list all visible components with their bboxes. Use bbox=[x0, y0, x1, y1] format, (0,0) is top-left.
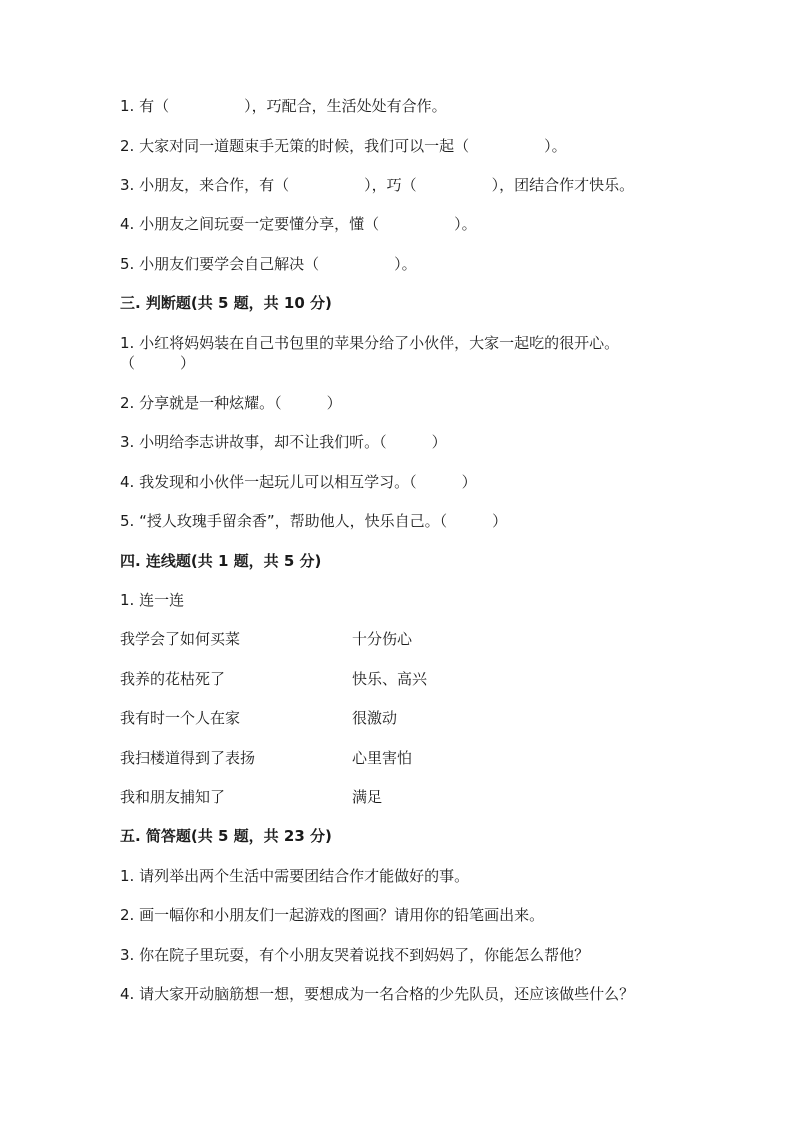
fill-blank-item-5: 5. 小朋友们要学会自己解决（ ）。 bbox=[120, 255, 417, 273]
matching-question: 1. 连一连 bbox=[120, 591, 185, 609]
matching-right-2: 快乐、高兴 bbox=[352, 670, 428, 688]
matching-right-4: 心里害怕 bbox=[352, 749, 413, 767]
fill-blank-item-1: 1. 有（ ），巧配合，生活处处有合作。 bbox=[120, 97, 447, 115]
fill-blank-item-3: 3. 小朋友，来合作，有（ ），巧（ ），团结合作才快乐。 bbox=[120, 176, 635, 194]
matching-left-4: 我扫楼道得到了表扬 bbox=[120, 749, 256, 767]
matching-right-5: 满足 bbox=[352, 788, 383, 806]
judge-item-3: 3. 小明给李志讲故事，却不让我们听。（ ） bbox=[120, 433, 447, 451]
short-answer-item-3: 3. 你在院子里玩耍，有个小朋友哭着说找不到妈妈了，你能怎么帮他？ bbox=[120, 946, 590, 964]
section-heading-short-answer: 五. 简答题(共 5 题，共 23 分) bbox=[120, 827, 332, 845]
section-heading-matching: 四. 连线题(共 1 题，共 5 分) bbox=[120, 552, 322, 570]
matching-right-3: 很激动 bbox=[352, 709, 398, 727]
judge-item-1-bracket: （ ） bbox=[120, 354, 196, 372]
matching-right-1: 十分伤心 bbox=[352, 630, 413, 648]
short-answer-item-4: 4. 请大家开动脑筋想一想，要想成为一名合格的少先队员，还应该做些什么？ bbox=[120, 985, 635, 1003]
fill-blank-item-2: 2. 大家对同一道题束手无策的时候，我们可以一起（ ）。 bbox=[120, 137, 567, 155]
short-answer-item-2: 2. 画一幅你和小朋友们一起游戏的图画？请用你的铅笔画出来。 bbox=[120, 906, 545, 924]
judge-item-1: 1. 小红将妈妈装在自己书包里的苹果分给了小伙伴，大家一起吃的很开心。 bbox=[120, 334, 620, 352]
judge-item-2: 2. 分享就是一种炫耀。（ ） bbox=[120, 394, 342, 412]
matching-left-3: 我有时一个人在家 bbox=[120, 709, 241, 727]
section-heading-judge: 三. 判断题(共 5 题，共 10 分) bbox=[120, 294, 332, 312]
matching-left-2: 我养的花枯死了 bbox=[120, 670, 226, 688]
judge-item-5: 5. “授人玫瑰手留余香”，帮助他人，快乐自己。（ ） bbox=[120, 512, 508, 530]
judge-item-4: 4. 我发现和小伙伴一起玩儿可以相互学习。（ ） bbox=[120, 473, 477, 491]
matching-left-1: 我学会了如何买菜 bbox=[120, 630, 241, 648]
short-answer-item-1: 1. 请列举出两个生活中需要团结合作才能做好的事。 bbox=[120, 867, 470, 885]
fill-blank-item-4: 4. 小朋友之间玩耍一定要懂分享，懂（ ）。 bbox=[120, 215, 477, 233]
matching-left-5: 我和朋友捕知了 bbox=[120, 788, 226, 806]
